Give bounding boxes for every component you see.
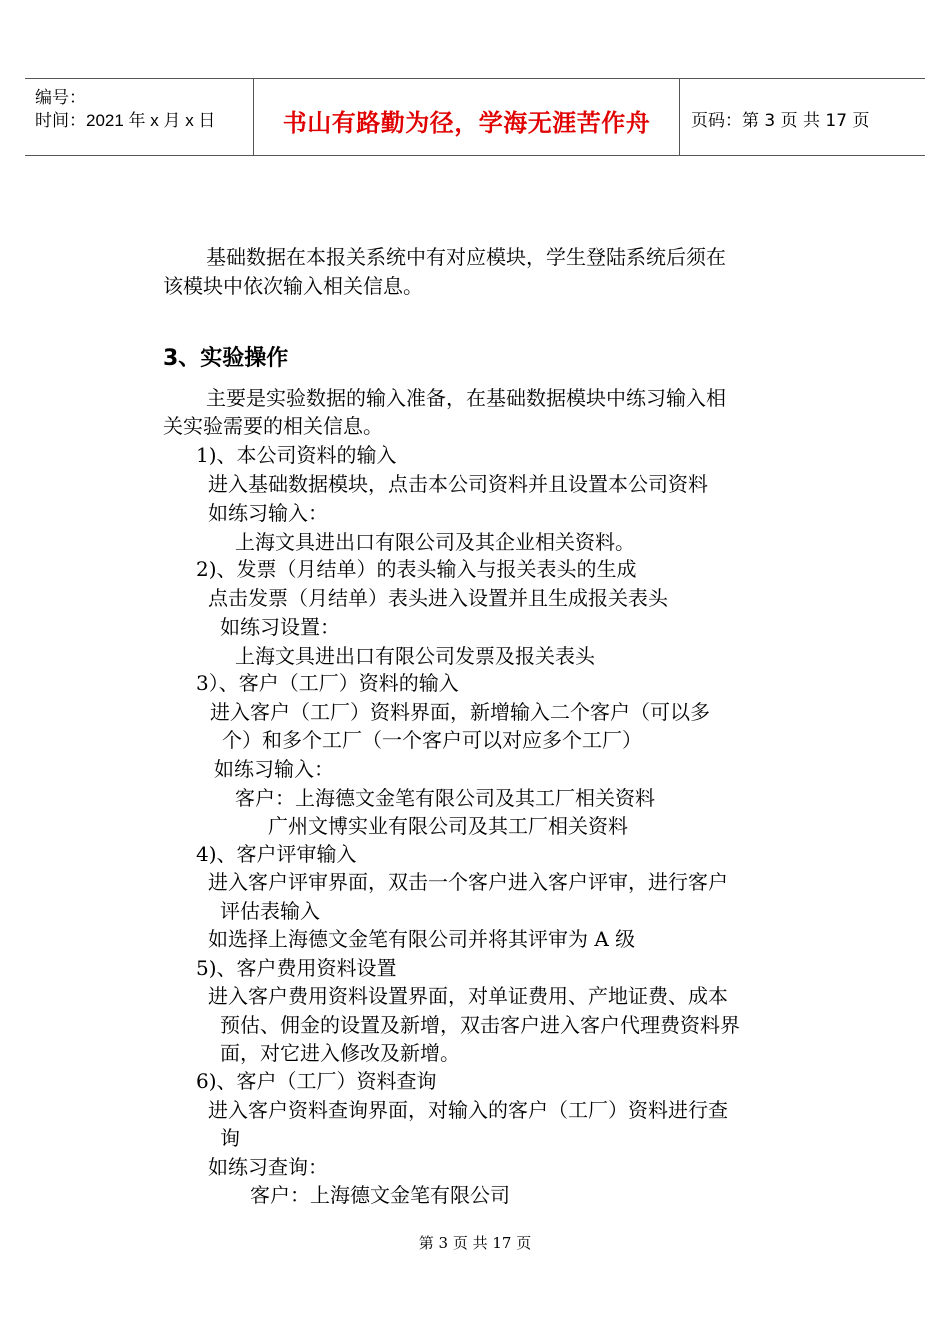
step-title: 1)、本公司资料的输入	[196, 443, 397, 467]
step-example: 广州文博实业有限公司及其工厂相关资料	[268, 814, 628, 838]
step-line: 预估、佣金的设置及新增，双击客户进入客户代理费资料界	[220, 1013, 740, 1037]
intro-line: 该模块中依次输入相关信息。	[163, 274, 423, 298]
step-line: 如选择上海德文金笔有限公司并将其评审为 A 级	[208, 927, 636, 951]
header-meta-cell	[25, 79, 253, 155]
step-title: 3）、客户（工厂）资料的输入	[196, 671, 459, 695]
step-example: 上海文具进出口有限公司发票及报关表头	[235, 644, 595, 668]
step-line: 个）和多个工厂（一个客户可以对应多个工厂）	[222, 728, 642, 752]
step-line: 点击发票（月结单）表头进入设置并且生成报关表头	[208, 586, 668, 610]
step-line: 进入客户（工厂）资料界面，新增输入二个客户（可以多	[210, 700, 710, 724]
step-line: 如练习输入：	[208, 501, 328, 525]
step-line: 如练习设置：	[220, 615, 340, 639]
page-footer: 第 3 页 共 17 页	[418, 1234, 532, 1252]
step-line: 如练习查询：	[208, 1155, 328, 1179]
step-title: 6)、客户（工厂）资料查询	[196, 1069, 437, 1093]
step-line: 如练习输入：	[214, 757, 334, 781]
step-example: 客户：上海德文金笔有限公司	[250, 1183, 510, 1207]
paragraph-line: 主要是实验数据的输入准备，在基础数据模块中练习输入相	[206, 386, 726, 410]
header-page-number: 页码：第 3 页 共 17 页	[691, 111, 870, 131]
header-motto-cell	[253, 79, 680, 155]
step-line: 进入基础数据模块，点击本公司资料并且设置本公司资料	[208, 472, 708, 496]
step-line: 进入客户评审界面，双击一个客户进入客户评审，进行客户	[208, 870, 728, 894]
paragraph-line: 关实验需要的相关信息。	[163, 414, 383, 438]
header-page-cell	[679, 79, 925, 155]
step-line: 进入客户资料查询界面，对输入的客户（工厂）资料进行查	[208, 1098, 728, 1122]
step-example: 上海文具进出口有限公司及其企业相关资料。	[235, 530, 635, 554]
intro-line: 基础数据在本报关系统中有对应模块，学生登陆系统后须在	[206, 245, 726, 269]
step-title: 2)、发票（月结单）的表头输入与报关表头的生成	[196, 557, 637, 581]
document-time-label: 时间：2021 年 x 月 x 日	[35, 111, 216, 130]
step-line: 评估表输入	[220, 899, 320, 923]
step-line: 进入客户费用资料设置界面，对单证费用、产地证费、成本	[208, 984, 728, 1008]
page-header	[25, 78, 925, 156]
document-number-label: 编号：	[35, 88, 86, 107]
step-title: 5)、客户费用资料设置	[196, 956, 397, 980]
section-heading: 3、实验操作	[163, 346, 289, 371]
step-example: 客户：上海德文金笔有限公司及其工厂相关资料	[235, 786, 655, 810]
header-motto: 书山有路勤为径，学海无涯苦作舟	[282, 109, 651, 137]
step-line: 面，对它进入修改及新增。	[220, 1041, 460, 1065]
step-line: 询	[220, 1126, 240, 1150]
step-title: 4)、客户评审输入	[196, 842, 357, 866]
